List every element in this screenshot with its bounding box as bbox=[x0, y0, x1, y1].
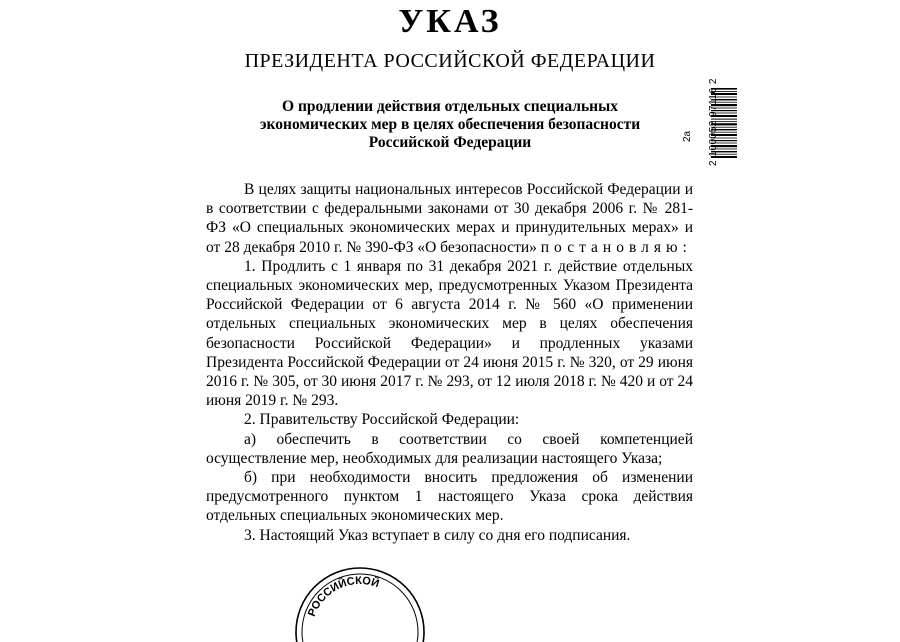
document-subtitle: ПРЕЗИДЕНТА РОССИЙСКОЙ ФЕДЕРАЦИИ bbox=[244, 50, 656, 72]
intro-action: постановляю: bbox=[540, 238, 692, 256]
intro-text: В целях защиты национальных интересов Российской Федерации и в соответствии с федеральными законами от 30 декабря 2006 г. № 281-ФЗ «О специальных экономических мерах и принудительных мерах» и от 28 декабря 2010 г. № 390-ФЗ «О безопасности» bbox=[206, 181, 693, 256]
paragraph-2a: а) обеспечить в соответствии со своей компетенцией осуществление мер, необходимых для реализации настоящего Указа; bbox=[206, 430, 693, 467]
decree-body bbox=[206, 180, 693, 545]
document-title: УКАЗ bbox=[398, 3, 502, 40]
barcode-number: 2 100052 97116 2 bbox=[708, 78, 719, 166]
seal-text: РОССИЙСКОЙ bbox=[305, 574, 381, 619]
intro-paragraph bbox=[206, 180, 693, 257]
paragraph-3: 3. Настоящий Указ вступает в силу со дня его подписания. bbox=[244, 526, 631, 544]
barcode-mark: 2а bbox=[682, 130, 693, 142]
seal-icon bbox=[290, 562, 430, 642]
paragraph-2: 2. Правительству Российской Федерации: bbox=[244, 411, 520, 429]
heading-line: экономических мер в целях обеспечения безопасности bbox=[259, 116, 641, 133]
paragraph-2b: б) при необходимости вносить предложения об изменении предусмотренного пунктом 1 настоящего Указа срока действия отдельных специальных экономических мер. bbox=[206, 469, 693, 525]
heading-line: О продлении действия отдельных специальных bbox=[282, 98, 618, 115]
heading-line: Российской Федерации bbox=[368, 134, 532, 151]
paragraph-1: 1. Продлить с 1 января по 31 декабря 2021 г. действие отдельных специальных экономических мер, предусмотренных Указом Президента Российской Федерации от 6 августа 2014 г. № 560 «О применении отдельных специальных экономических мер в целях обеспечения безопасности Российской Федерации» и продленных указами Президента Российской Федерации от 24 июня 2015 г. № 320, от 29 июня 2016 г. № 305, от 30 июня 2017 г. № 293, от 12 июля 2018 г. № 420 и от 24 июня 2019 г. № 293. bbox=[206, 257, 693, 410]
svg-text:РОССИЙСКОЙ bbox=[306, 575, 381, 618]
decree-heading bbox=[200, 98, 700, 152]
